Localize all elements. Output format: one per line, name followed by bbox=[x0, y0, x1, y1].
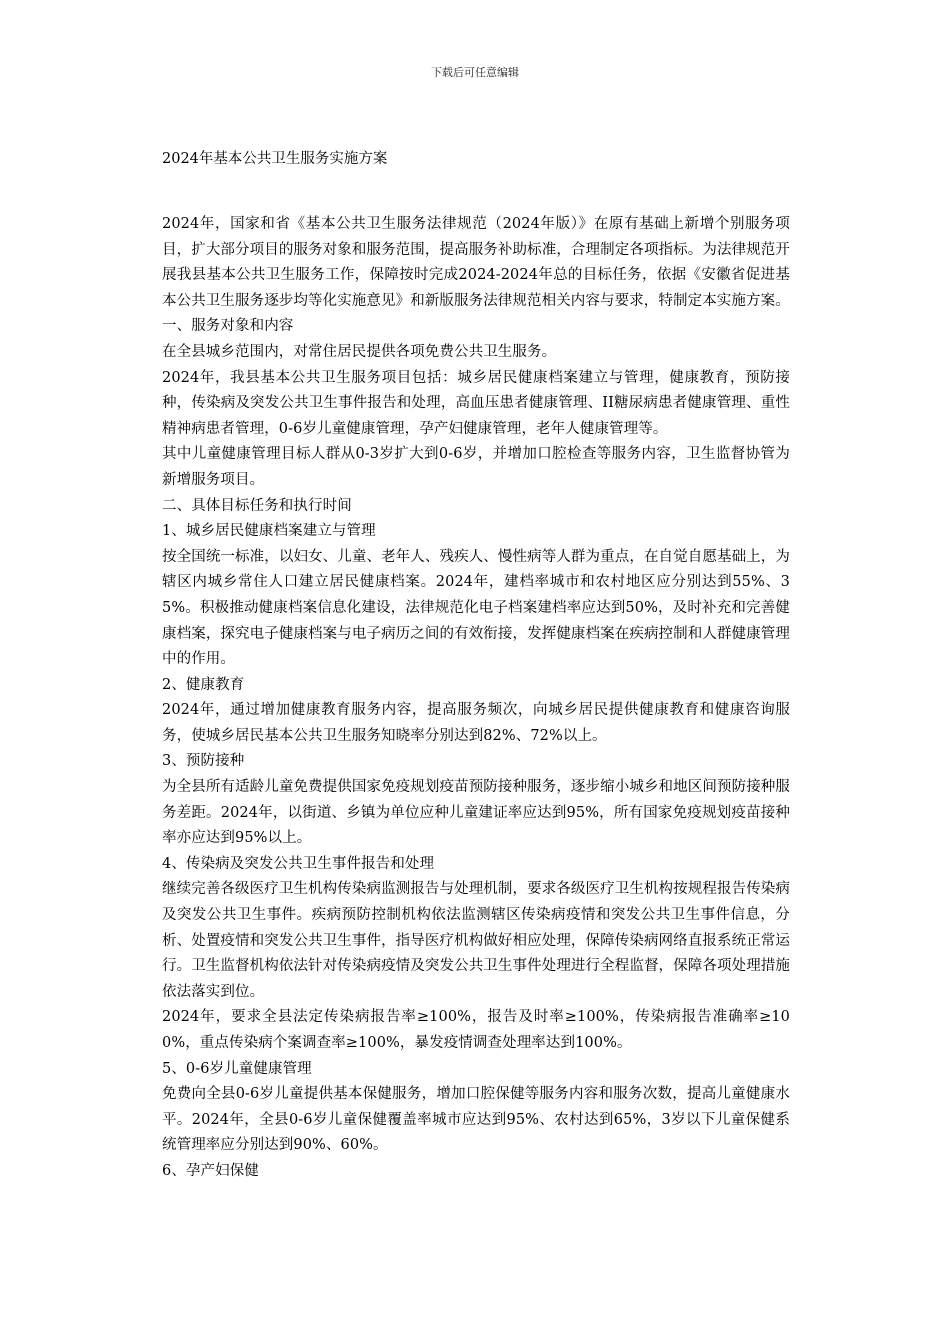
subsection-heading: 5、0-6岁儿童健康管理 bbox=[162, 1060, 312, 1077]
paragraph: 其中儿童健康管理目标人群从0-3岁扩大到0-6岁，并增加口腔检查等服务内容，卫生监督协管为新增服务项目。 bbox=[162, 446, 790, 488]
paragraph-intro: 2024年，国家和省《基本公共卫生服务法律规范（2024年版）》在原有基础上新增个别服务项目，扩大部分项目的服务对象和服务范围，提高服务补助标准，合理制定各项指标。为法律规范开展我县基本公共卫生服务工作，保障按时完成2024-2024年总的目标任务，依据《安徽省促进基本公共卫生服务逐步均等化实施意见》和新版服务法律规范相关内容与要求，特制定本实施方案。 bbox=[162, 216, 790, 309]
document-title: 2024年基本公共卫生服务实施方案 bbox=[162, 151, 388, 167]
paragraph: 2024年，我县基本公共卫生服务项目包括：城乡居民健康档案建立与管理，健康教育，预防接种，传染病及突发公共卫生事件报告和处理，高血压患者健康管理、II糖尿病患者健康管理、重性精神病患者管理，0-6岁儿童健康管理，孕产妇健康管理，老年人健康管理等。 bbox=[162, 369, 790, 437]
document-body bbox=[162, 212, 790, 1185]
subsection-heading: 6、孕产妇保健 bbox=[162, 1162, 259, 1179]
paragraph: 在全县城乡范围内，对常住居民提供各项免费公共卫生服务。 bbox=[162, 343, 557, 360]
paragraph: 继续完善各级医疗卫生机构传染病监测报告与处理机制，要求各级医疗卫生机构按规程报告传染病及突发公共卫生事件。疾病预防控制机构依法监测辖区传染病疫情和突发公共卫生事件信息，分析、处置疫情和突发公共卫生事件，指导医疗机构做好相应处理，保障传染病网络直报系统正常运行。卫生监督机构依法针对传染病疫情及突发公共卫生事件处理进行全程监督，保障各项处理措施依法落实到位。 bbox=[162, 881, 790, 1000]
paragraph: 为全县所有适龄儿童免费提供国家免疫规划疫苗预防接种服务，逐步缩小城乡和地区间预防接种服务差距。2024年，以街道、乡镇为单位应种儿童建证率应达到95%，所有国家免疫规划疫苗接种率亦应达到95%以上。 bbox=[162, 779, 790, 847]
subsection-heading: 1、城乡居民健康档案建立与管理 bbox=[162, 523, 376, 540]
paragraph: 2024年，要求全县法定传染病报告率≥100%，报告及时率≥100%，传染病报告准确率≥100%，重点传染病个案调查率≥100%，暴发疫情调查处理率达到100%。 bbox=[162, 1009, 790, 1051]
section-heading-2: 二、具体目标任务和执行时间 bbox=[162, 497, 352, 514]
paragraph: 按全国统一标准，以妇女、儿童、老年人、残疾人、慢性病等人群为重点，在自觉自愿基础上，为辖区内城乡常住人口建立居民健康档案。2024年，建档率城市和农村地区应分别达到55%、35%。积极推动健康档案信息化建设，法律规范化电子档案建档率应达到50%，及时补充和完善健康档案，探究电子健康档案与电子病历之间的有效衔接，发挥健康档案在疾病控制和人群健康管理中的作用。 bbox=[162, 548, 790, 668]
paragraph: 2024年，通过增加健康教育服务内容，提高服务频次，向城乡居民提供健康教育和健康咨询服务，使城乡居民基本公共卫生服务知晓率分别达到82%、72%以上。 bbox=[162, 702, 790, 744]
page-header-note: 下载后可任意编辑 bbox=[431, 66, 519, 79]
subsection-heading: 4、传染病及突发公共卫生事件报告和处理 bbox=[162, 855, 435, 872]
subsection-heading: 2、健康教育 bbox=[162, 676, 245, 693]
section-heading-1: 一、服务对象和内容 bbox=[162, 318, 294, 335]
subsection-heading: 3、预防接种 bbox=[162, 753, 245, 770]
paragraph: 免费向全县0-6岁儿童提供基本保健服务，增加口腔保健等服务内容和服务次数，提高儿童健康水平。2024年，全县0-6岁儿童保健覆盖率城市应达到95%、农村达到65%，3岁以下儿童保健系统管理率应分别达到90%、60%。 bbox=[162, 1086, 790, 1154]
